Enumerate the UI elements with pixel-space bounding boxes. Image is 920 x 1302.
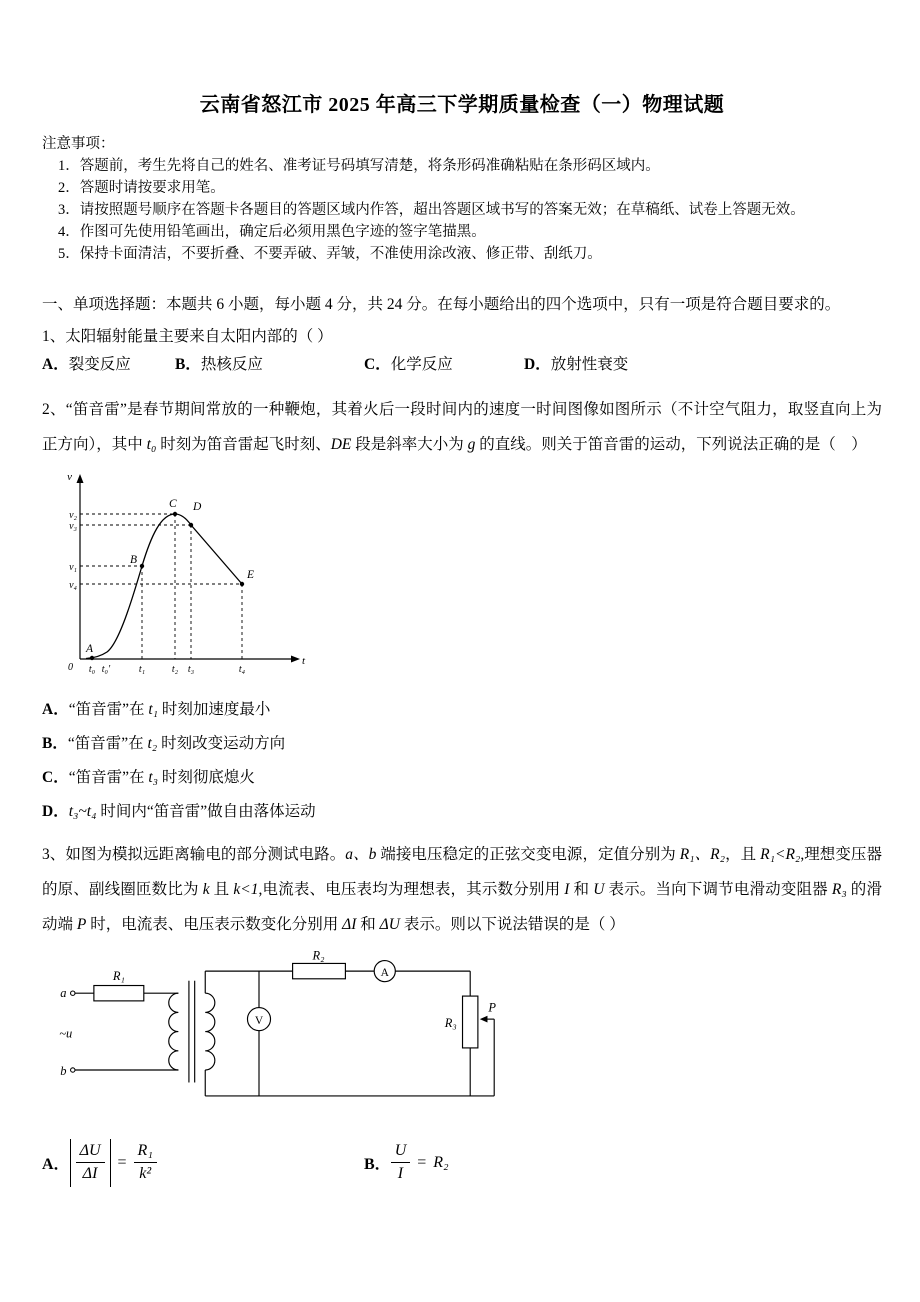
stem-text: ,理想变压器的原、副线圈匝数比为 bbox=[42, 846, 882, 898]
primary-coil bbox=[169, 993, 179, 1070]
q1-option-a bbox=[42, 350, 175, 380]
graph-dashed-lines bbox=[80, 514, 242, 659]
math-var-t0: t₀ bbox=[146, 436, 157, 453]
source-label: ~u bbox=[59, 1026, 73, 1041]
option-label: D． bbox=[524, 356, 551, 373]
r1-label: R₁ bbox=[112, 968, 125, 983]
transformer-core bbox=[189, 981, 195, 1083]
notice-item-4: 4．作图可先使用铅笔画出，确定后必须用黑色字迹的签字笔描黑。 bbox=[58, 224, 486, 240]
option-text: 热核反应 bbox=[200, 356, 263, 373]
option-text: “笛音雷”在 bbox=[67, 735, 148, 752]
equals-sign: = bbox=[117, 1153, 127, 1171]
origin-label: 0 bbox=[68, 662, 73, 673]
option-text: “笛音雷”在 bbox=[68, 769, 149, 786]
q1-stem: 1、太阳辐射能量主要来自太阳内部的（ ） bbox=[42, 328, 333, 345]
q2-option-c bbox=[42, 761, 882, 795]
fraction-denominator: I bbox=[397, 1165, 404, 1183]
velocity-time-graph bbox=[42, 466, 322, 688]
resistor-r1 bbox=[94, 986, 144, 1001]
x-tick-t2: t₂ bbox=[171, 664, 179, 675]
y-axis-arrow bbox=[77, 474, 84, 483]
equals-sign: = bbox=[417, 1153, 427, 1171]
circuit-diagram bbox=[48, 950, 518, 1118]
slider-p-label: P bbox=[488, 1000, 497, 1015]
point-label-b: B bbox=[130, 554, 138, 566]
question-2 bbox=[42, 392, 882, 829]
y-tick-v3: v₃ bbox=[69, 521, 77, 532]
notice-item-5: 5．保持卡面清洁，不要折叠、不要弄破、弄皱，不准使用涂改液、修正带、刮纸刀。 bbox=[58, 246, 602, 262]
fraction-denominator: ΔI bbox=[82, 1165, 98, 1183]
option-text: 放射性衰变 bbox=[550, 356, 629, 373]
math-var-de: DE bbox=[330, 436, 352, 453]
math-var-du: ΔU bbox=[379, 916, 400, 933]
q2-option-d bbox=[42, 795, 882, 829]
graph-curve bbox=[86, 514, 242, 659]
terminal-a bbox=[71, 991, 75, 995]
voltmeter-label: V bbox=[254, 1014, 264, 1027]
option-label: D． bbox=[42, 803, 69, 820]
stem-text: ，且 bbox=[725, 846, 761, 863]
math-var-g: g bbox=[467, 436, 476, 453]
math-var-k1: k<1 bbox=[233, 881, 259, 898]
section1-heading: 一、单项选择题：本题共 6 小题，每小题 4 分，共 24 分。在每小题给出的四个选项中，只有一项是符合题目要求的。 bbox=[42, 296, 841, 313]
stem-text: ,电流表、电压表均为理想表，其示数分别用 bbox=[258, 881, 565, 898]
math-var-i: I bbox=[564, 881, 570, 898]
q3-option-b bbox=[364, 1142, 449, 1184]
stem-text: 端接电压稳定的正弦交变电源，定值分别为 bbox=[376, 846, 680, 863]
q3-stem bbox=[42, 837, 882, 942]
question-1 bbox=[42, 323, 882, 380]
graph-points bbox=[90, 512, 244, 660]
terminal-b-label: b bbox=[60, 1063, 67, 1078]
option-label: C． bbox=[42, 769, 69, 786]
point-label-d: D bbox=[193, 501, 202, 513]
velocity-time-graph-wrap bbox=[42, 466, 882, 693]
slider-arrow bbox=[480, 1016, 488, 1023]
q2-options bbox=[42, 693, 882, 829]
stem-text: 2、“笛音雷”是春节期间常放的一种鞭炮，其着火后一段时间内的速度一时间图像如图所示（不计空气阻力，取竖直向上为正方向），其中 bbox=[42, 401, 882, 453]
stem-text: 3、如图为模拟远距离输电的部分测试电路。 bbox=[42, 846, 346, 863]
math-var: t₁ bbox=[148, 701, 159, 718]
option-label: A． bbox=[42, 1156, 70, 1174]
q1-options-row bbox=[42, 350, 882, 380]
fraction-denominator: k² bbox=[139, 1165, 152, 1183]
option-label: C． bbox=[364, 356, 391, 373]
option-label: A． bbox=[42, 356, 69, 373]
y-axis-label: v bbox=[67, 471, 72, 483]
math-var-u: U bbox=[593, 881, 605, 898]
y-tick-v1: v₁ bbox=[69, 562, 77, 573]
fraction bbox=[134, 1142, 157, 1184]
option-label: B． bbox=[175, 356, 201, 373]
x-tick-t3: t₃ bbox=[187, 664, 195, 675]
q1-option-d bbox=[524, 350, 628, 380]
fraction bbox=[76, 1142, 105, 1184]
y-tick-v2: v₂ bbox=[69, 510, 77, 521]
option-text: 时刻加速度最小 bbox=[158, 701, 271, 718]
stem-text: 时，电流表、电压表示数变化分别用 bbox=[86, 916, 343, 933]
x-tick-t0p: t₀′ bbox=[101, 664, 111, 675]
graph-axes bbox=[80, 480, 294, 659]
circuit-wires bbox=[75, 968, 495, 1096]
x-axis-arrow bbox=[291, 656, 300, 663]
point-label-e: E bbox=[247, 569, 255, 581]
terminal-b bbox=[71, 1068, 75, 1072]
stem-text: 的滑动端 bbox=[42, 881, 882, 933]
math-var-p: P bbox=[76, 916, 87, 933]
x-tick-t0: t₀ bbox=[88, 664, 96, 675]
math-var-ineq: R₁<R₂ bbox=[760, 846, 801, 863]
stem-text: 和 bbox=[356, 916, 380, 933]
page-title: 云南省怒江市 2025 年高三下学期质量检查（一）物理试题 bbox=[199, 94, 725, 116]
math-var-r3: R₃ bbox=[831, 881, 847, 898]
question-3 bbox=[42, 837, 882, 1187]
r3-label: R₃ bbox=[444, 1015, 457, 1030]
terminal-a-label: a bbox=[60, 986, 67, 1001]
notice-heading: 注意事项： bbox=[42, 136, 115, 152]
stem-text: 且 bbox=[209, 881, 234, 898]
point-label-a: A bbox=[86, 643, 94, 655]
option-text: 时刻彻底熄火 bbox=[158, 769, 255, 786]
circuit-diagram-wrap bbox=[48, 950, 882, 1123]
point-label-c: C bbox=[169, 498, 177, 510]
notice-section bbox=[42, 133, 882, 265]
fraction-numerator: ΔU bbox=[76, 1142, 105, 1163]
option-label: B． bbox=[364, 1156, 391, 1174]
q1-option-b bbox=[175, 350, 364, 380]
q2-stem bbox=[42, 392, 882, 462]
resistor-r2 bbox=[293, 963, 346, 978]
ammeter-label: A bbox=[380, 966, 389, 979]
math-var-r1r2: R₁、R₂ bbox=[679, 846, 726, 863]
q1-option-c bbox=[364, 350, 524, 380]
option-text: “笛音雷”在 bbox=[68, 701, 149, 718]
math-var-ab: a、b bbox=[345, 846, 377, 863]
stem-text: 段是斜率大小为 bbox=[351, 436, 468, 453]
y-tick-v4: v₄ bbox=[69, 580, 77, 591]
secondary-coil bbox=[205, 993, 215, 1070]
q2-option-a bbox=[42, 693, 882, 727]
notice-item-2: 2．答题时请按要求用笔。 bbox=[58, 180, 225, 196]
stem-text: 表示。当向下调节电滑动变阻器 bbox=[604, 881, 832, 898]
fraction bbox=[391, 1142, 411, 1184]
r2-label: R₂ bbox=[312, 950, 325, 963]
stem-text: 表示。则以下说法错误的是（ ） bbox=[399, 916, 625, 933]
math-var: t₃ bbox=[148, 769, 159, 786]
notice-item-3: 3．请按照题号顺序在答题卡各题目的答题区域内作答，超出答题区域书写的答案无效；在草稿纸、试卷上答题无效。 bbox=[58, 202, 805, 218]
math-var-r2: R₂ bbox=[433, 1153, 449, 1171]
absolute-value-bars bbox=[70, 1139, 111, 1187]
stem-text: 时刻为笛音雷起飞时刻、 bbox=[156, 436, 331, 453]
rheostat-r3 bbox=[463, 996, 478, 1048]
math-var: t₃~t₄ bbox=[68, 803, 97, 820]
option-text: 化学反应 bbox=[390, 356, 453, 373]
fraction-numerator: R₁ bbox=[134, 1142, 157, 1163]
option-label: A． bbox=[42, 701, 69, 718]
option-text: 时刻改变运动方向 bbox=[157, 735, 286, 752]
q3-option-a bbox=[42, 1139, 364, 1187]
math-var-k: k bbox=[202, 881, 210, 898]
stem-text: 和 bbox=[569, 881, 594, 898]
option-text: 时间内“笛音雷”做自由落体运动 bbox=[96, 803, 316, 820]
option-label: B． bbox=[42, 735, 68, 752]
math-var: t₂ bbox=[147, 735, 158, 752]
notice-item-1: 1．答题前，考生先将自己的姓名、准考证号码填写清楚，将条形码准确粘贴在条形码区域内。 bbox=[58, 158, 660, 174]
x-tick-t1: t₁ bbox=[138, 664, 146, 675]
fraction-numerator: U bbox=[391, 1142, 411, 1163]
x-axis-label: t bbox=[302, 655, 306, 667]
option-text: 裂变反应 bbox=[68, 356, 131, 373]
stem-text: 的直线。则关于笛音雷的运动，下列说法正确的是（ ） bbox=[475, 436, 867, 453]
q3-options-row bbox=[42, 1139, 882, 1187]
q2-option-b bbox=[42, 727, 882, 761]
math-var-di: ΔI bbox=[342, 916, 357, 933]
x-tick-t4: t₄ bbox=[238, 664, 246, 675]
